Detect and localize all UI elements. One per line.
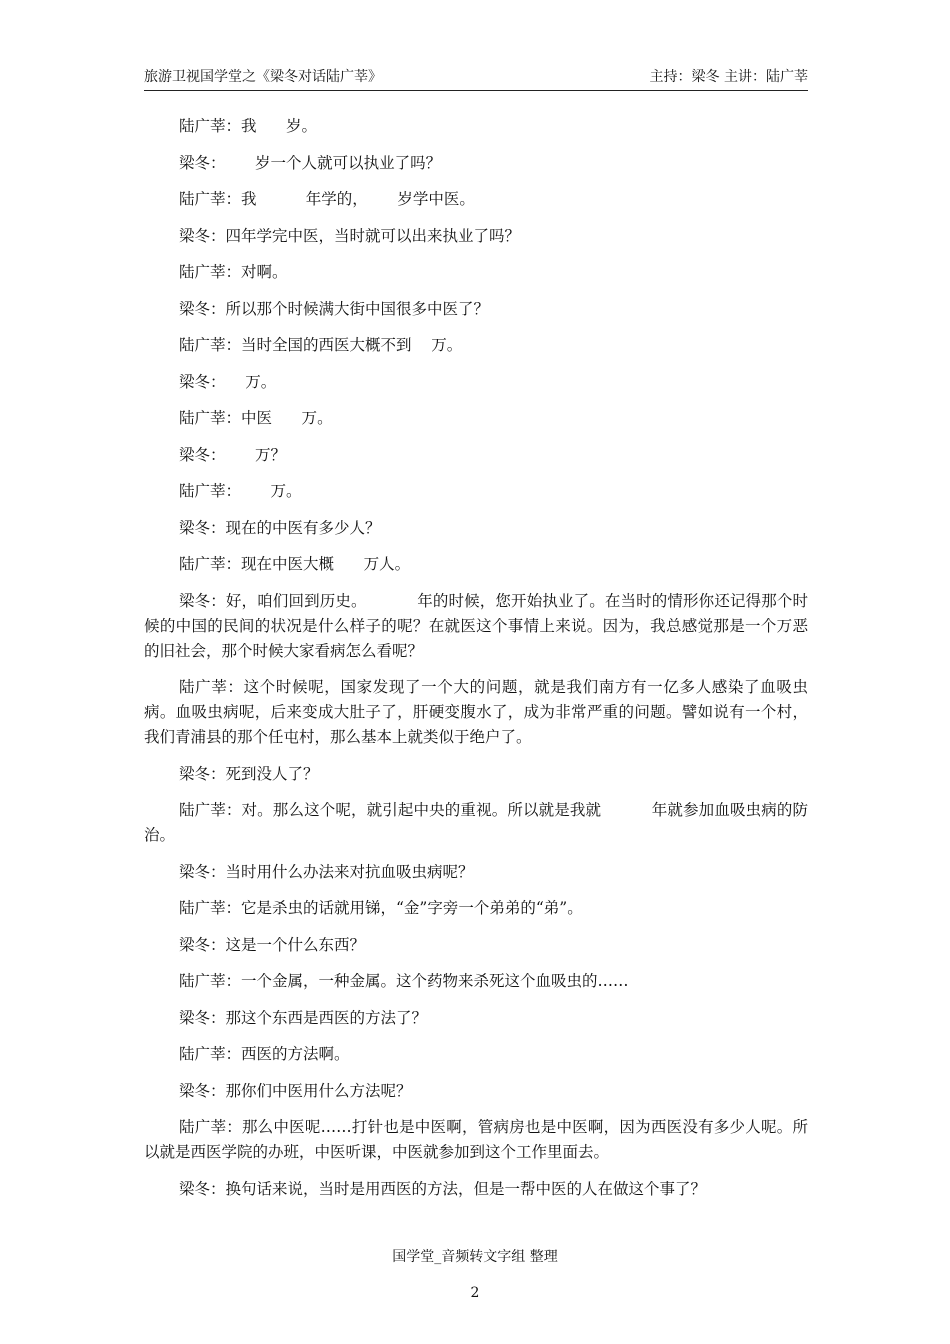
dialogue-line: 陆广莘：对啊。 bbox=[179, 263, 288, 281]
dialogue-line: 梁冬：死到没人了？ bbox=[179, 764, 319, 783]
dialogue-line: 陆广莘：现在中医大概 万人。 bbox=[179, 555, 411, 573]
dialogue-line: 陆广莘：这个时候呢，国家发现了一个大的问题，就是我们南方有一亿多人感染了血吸虫病。血吸虫病呢，后来变成大肚子了，肝硬变腹水了，成为非常严重的问题。譬如说有一个村，我们青浦县的那个任屯村，那么基本上就类似于绝户了。 bbox=[144, 678, 808, 746]
dialogue-line: 陆广莘：我 岁。 bbox=[179, 117, 318, 135]
dialogue-line: 梁冬：那这个东西是西医的方法了？ bbox=[179, 1008, 428, 1027]
dialogue-line: 梁冬：当时用什么办法来对抗血吸虫病呢？ bbox=[179, 862, 474, 881]
header-hosts: 主持：梁冬 主讲：陆广莘 bbox=[649, 69, 808, 85]
page-number: 2 bbox=[470, 1285, 480, 1301]
dialogue-line: 梁冬：所以那个时候满大街中国很多中医了？ bbox=[179, 299, 490, 318]
dialogue-line: 梁冬： 万？ bbox=[179, 445, 287, 464]
dialogue-line: 陆广莘：那么中医呢……打针也是中医啊，管病房也是中医啊，因为西医没有多少人呢。所以就是西医学院的办班，中医听课，中医就参加到这个工作里面去。 bbox=[144, 1118, 808, 1161]
dialogue-line: 梁冬：那你们中医用什么方法呢？ bbox=[179, 1081, 412, 1100]
dialogue-line: 陆广莘：对。那么这个呢，就引起中央的重视。所以就是我就 年就参加血吸虫病的防治。 bbox=[144, 801, 808, 844]
dialogue-line: 梁冬：四年学完中医，当时就可以出来执业了吗？ bbox=[179, 226, 521, 245]
dialogue-line: 梁冬： 万。 bbox=[179, 372, 277, 391]
dialogue-line: 梁冬： 岁一个人就可以执业了吗？ bbox=[179, 153, 442, 172]
header-title: 旅游卫视国学堂之《梁冬对话陆广莘》 bbox=[144, 69, 382, 85]
dialogue-line: 陆广莘：当时全国的西医大概不到 万。 bbox=[179, 336, 463, 354]
dialogue-line: 陆广莘：一个金属，一种金属。这个药物来杀死这个血吸虫的…… bbox=[179, 972, 629, 990]
dialogue-line: 陆广莘：它是杀虫的话就用锑，“金”字旁一个弟弟的“弟”。 bbox=[179, 899, 583, 917]
dialogue-line: 陆广莘：西医的方法啊。 bbox=[179, 1045, 350, 1063]
dialogue-line: 陆广莘： 万。 bbox=[179, 482, 302, 500]
page-header bbox=[144, 68, 808, 91]
dialogue-line: 陆广莘：中医 万。 bbox=[179, 409, 333, 427]
dialogue-line: 梁冬：现在的中医有多少人？ bbox=[179, 518, 381, 537]
dialogue-line: 梁冬：好，咱们回到历史。 年的时候，您开始执业了。在当时的情形你还记得那个时候的中国的民间的状况是什么样子的呢？在就医这个事情上来说。因为，我总感觉那是一个万恶的旧社会，那个时候大家看病怎么看呢？ bbox=[144, 591, 808, 660]
dialogue-line: 陆广莘：我 年学的， 岁学中医。 bbox=[179, 190, 475, 208]
footer-credit: 国学堂_音频转文字组 整理 bbox=[392, 1249, 558, 1265]
transcript-body bbox=[144, 114, 808, 1213]
dialogue-line: 梁冬：这是一个什么东西？ bbox=[179, 935, 366, 954]
dialogue-line: 梁冬：换句话来说，当时是用西医的方法，但是一帮中医的人在做这个事了？ bbox=[179, 1179, 707, 1198]
